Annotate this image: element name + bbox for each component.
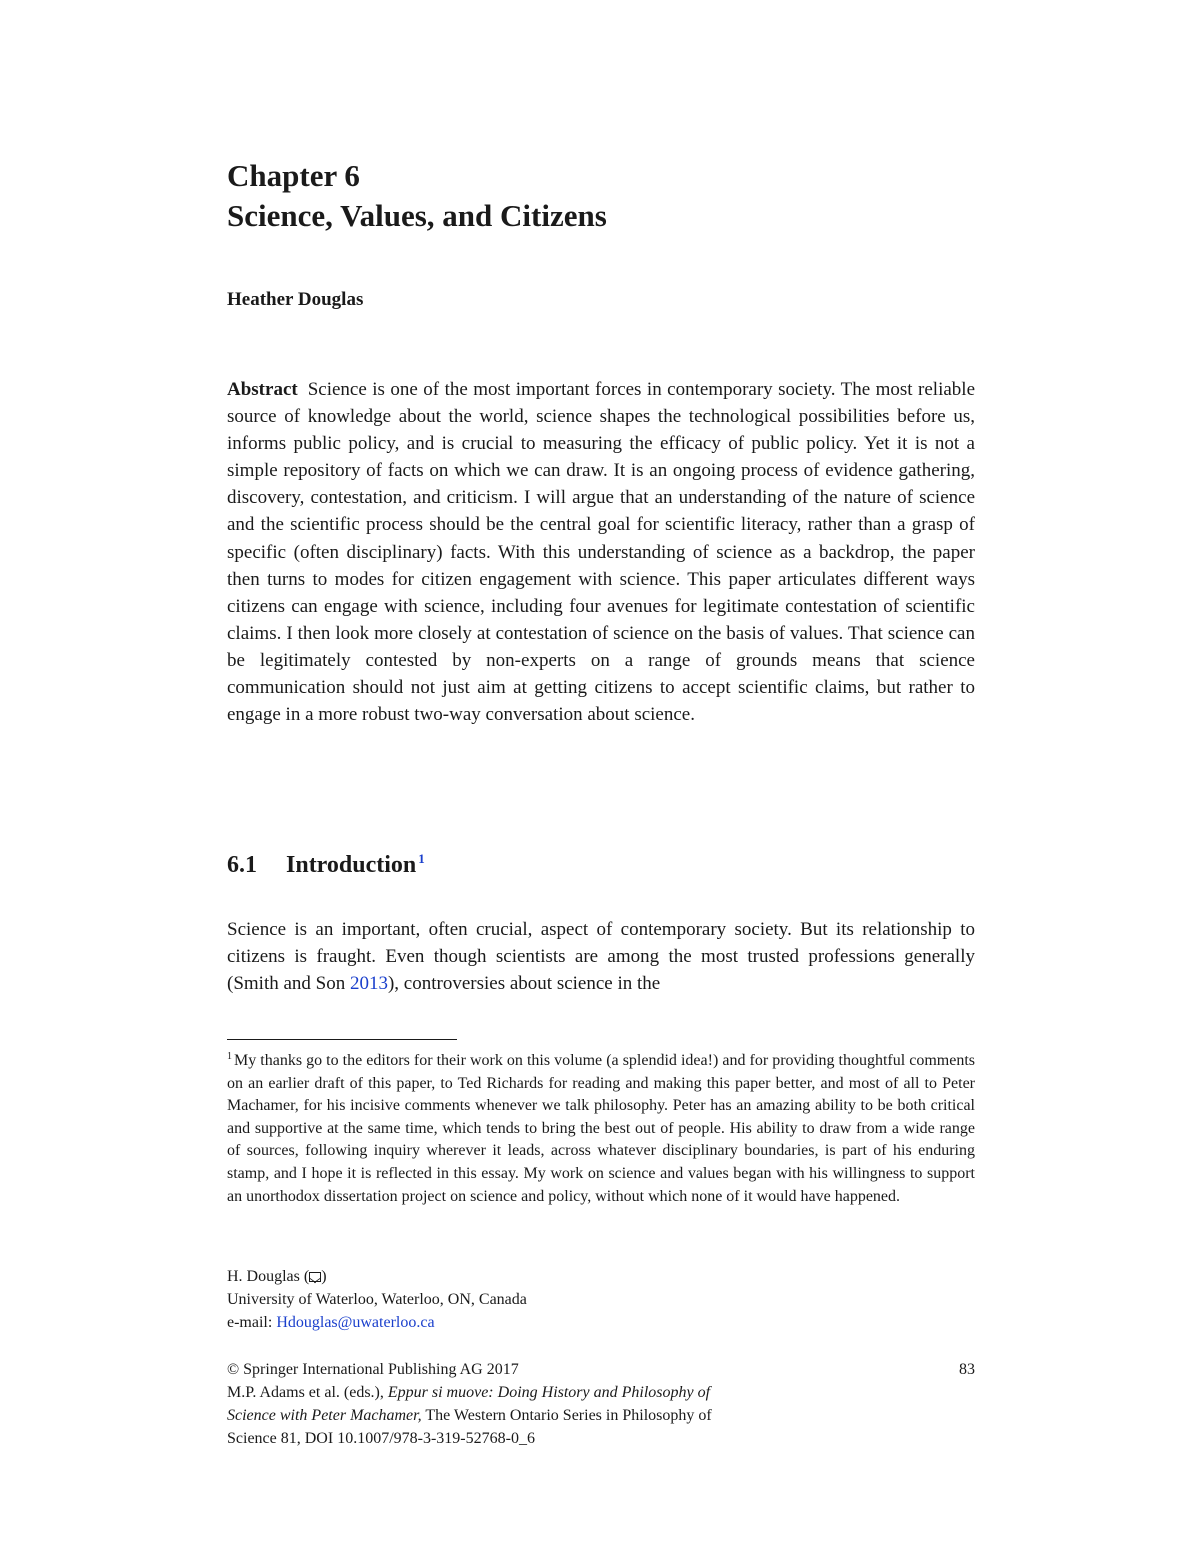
editors: M.P. Adams et al. (eds.), <box>227 1384 388 1401</box>
book-title-1: Eppur si muove: Doing History and Philosophy of <box>387 1384 711 1401</box>
envelope-icon <box>309 1272 321 1282</box>
abstract-text: Science is one of the most important forces in contemporary society. The most reliable source of knowledge about the world, science shapes the technological possibilities before us, informs public policy, and is crucial to measuring the efficacy of public policy. Yet it is not a simple repository of facts on which we can draw. It is an ongoing process of evidence gathering, discovery, contestation, and criticism. I will argue that an understanding of the nature of science and the scientific process should be the central goal for scientific literacy, rather than a grasp of specific (often disciplinary) facts. With this understanding of science as a backdrop, the paper then turns to modes for citizen engagement with science. This paper articulates different ways citizens can engage with science, including four avenues for legitimate contestation of scientific claims. I then look more closely at contestation of science on the basis of values. That science can be legitimately contested by non-experts on a range of grounds means that science communication should not just aim at getting citizens to accept scientific claims, but rather to engage in a more robust two-way conversation about science. <box>227 379 975 726</box>
intro-paragraph <box>227 916 975 997</box>
series-1: The Western Ontario Series in Philosophy of <box>421 1407 712 1424</box>
section-number: 6.1 <box>227 852 257 878</box>
affiliation-name-line <box>227 1265 527 1288</box>
chapter-label: Chapter 6 <box>227 158 360 193</box>
footnote-reference-link[interactable]: 1 <box>418 851 425 866</box>
intro-text-start: Science is an important, often crucial, aspect of contemporary society. But its relationship to citizens is fraught. Even though scientists are among the most trusted professions generally (Smith and Son <box>227 919 975 995</box>
email-link[interactable]: Hdouglas@uwaterloo.ca <box>276 1314 435 1331</box>
book-title-2: Science with Peter Machamer, <box>227 1407 422 1424</box>
section-heading <box>227 848 425 882</box>
publication-info <box>227 1358 975 1450</box>
affiliation-email-line <box>227 1311 527 1334</box>
footnote-text: My thanks go to the editors for their work on this volume (a splendid idea!) and for providing thoughtful comments on an earlier draft of this paper, to Ted Richards for reading and making this paper better, and most of all to Peter Machamer, for his incisive comments whenever we talk philosophy. Peter has an amazing ability to be both critical and supportive at the same time, which tends to bring the best out of people. His ability to draw from a wide range of sources, following inquiry wherever it leads, across whatever disciplinary boundaries, is part of his enduring stamp, and I hope it is reflected in this essay. My work on science and values began with his willingness to support an unorthodox dissertation project on science and policy, without which none of it would have happened. <box>227 1052 975 1205</box>
abstract <box>227 376 975 728</box>
footnote-mark: 1 <box>227 1050 232 1062</box>
copyright-line: © Springer International Publishing AG 2017 <box>227 1361 519 1378</box>
author-affiliation <box>227 1265 527 1334</box>
abstract-label: Abstract <box>227 379 298 400</box>
page-number: 83 <box>959 1361 975 1378</box>
intro-text-end: ), controversies about science in the <box>387 973 661 995</box>
citation-line-2 <box>227 1404 975 1427</box>
citation-link[interactable]: 2013 <box>349 973 388 995</box>
chapter-title: Science, Values, and Citizens <box>227 198 607 233</box>
author-name: Heather Douglas <box>227 289 364 310</box>
affiliation-institution: University of Waterloo, Waterloo, ON, Canada <box>227 1291 527 1308</box>
citation-line-3: Science 81, DOI 10.1007/978-3-319-52768-0_6 <box>227 1430 535 1447</box>
footnote <box>227 1050 975 1208</box>
citation-line-1 <box>227 1381 975 1404</box>
section-title: Introduction <box>286 852 417 878</box>
affiliation-name: H. Douglas ( <box>227 1268 310 1285</box>
affiliation-name-close: ) <box>321 1268 327 1285</box>
email-label: e-mail: <box>227 1314 277 1331</box>
footnote-divider <box>227 1039 457 1040</box>
